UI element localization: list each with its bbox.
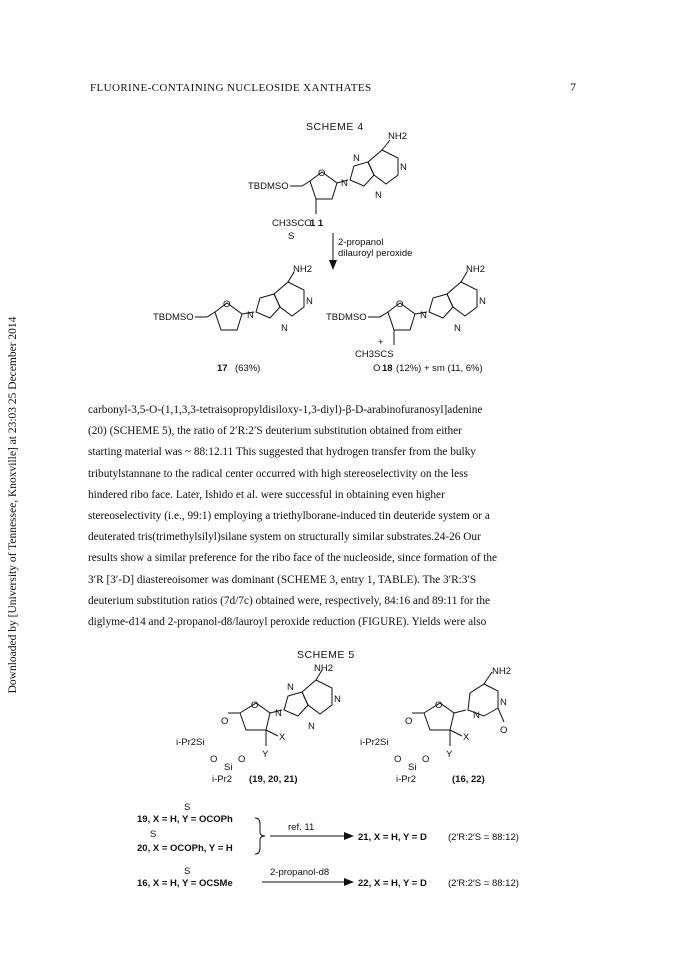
si-right: Si (408, 762, 417, 773)
ring-oxygen: O (318, 168, 326, 179)
plus-sign: + (378, 337, 384, 348)
n-left-9: N (275, 708, 282, 719)
xanthate-label: CH3SCO (272, 218, 312, 229)
s-mark-row3: S (184, 866, 191, 877)
label-16-22: (16, 22) (452, 774, 485, 785)
compound-18-number: 18 (382, 363, 393, 374)
ipr2-right: i-Pr2 (396, 774, 417, 785)
n-left-7: N (287, 682, 294, 693)
compound-19-20-21-structure (176, 663, 341, 785)
n9: N (341, 178, 348, 189)
label-19-20-21: (19, 20, 21) (249, 774, 298, 785)
n3: N (375, 190, 382, 201)
text-line: (20) (SCHEME 5), the ratio of 2′R:2′S deuterium substitution obtained from either (88, 425, 462, 438)
n1-18: N (479, 296, 486, 307)
running-header: FLUORINE-CONTAINING NUCLEOSIDE XANTHATES (90, 82, 372, 94)
s-mark-row1: S (184, 802, 191, 813)
tbdmso-label-17: TBDMSO (153, 312, 194, 323)
compound-11-number: 1 1 (310, 218, 324, 229)
n7: N (353, 153, 360, 164)
row1-ratio: (2′R:2′S = 88:12) (448, 832, 519, 843)
row1-start: 19, X = H, Y = OCOPh (137, 814, 233, 825)
carbonyl-o-right: O (500, 725, 508, 736)
ipr2si-left: i-Pr2Si (176, 737, 205, 748)
o-si-left: O (238, 754, 246, 765)
thione-s: S (288, 231, 295, 242)
n9-17: N (247, 310, 254, 321)
o-3-left: O (210, 754, 218, 765)
n1: N (400, 162, 407, 173)
y-right: Y (446, 749, 453, 760)
compound-17-yield: (63%) (235, 363, 261, 374)
n-left-3: N (308, 721, 315, 732)
si-left: Si (224, 762, 233, 773)
row3-start: 16, X = H, Y = OCSMe (137, 878, 233, 889)
o-5-right: O (405, 716, 413, 727)
page-number: 7 (570, 80, 576, 94)
row2-start: 20, X = OCOPh, Y = H (137, 843, 233, 854)
nh2-label-18: NH2 (466, 264, 486, 275)
xanthate-label-18: CH3SCS (355, 349, 394, 360)
reagent-dilauroyl-peroxide: dilauroyl peroxide (338, 248, 413, 259)
scheme4-title: SCHEME 4 (306, 121, 364, 133)
row3-ratio: (2′R:2′S = 88:12) (448, 878, 519, 889)
compound-16-22-structure (360, 666, 511, 785)
text-line: deuterated tris(trimethylsilyl)silane system on structurally similar substrates.24-26 Our (88, 531, 481, 544)
o-si-right: O (422, 754, 430, 765)
ring-oxygen-17: O (223, 299, 231, 310)
row1-product: 21, X = H, Y = D (358, 832, 427, 843)
o-5-left: O (221, 716, 229, 727)
y-left: Y (262, 749, 269, 760)
text-line: results show a similar preference for the ribo face of the nucleoside, since formation of the (88, 552, 498, 565)
ring-oxygen-18: O (396, 299, 404, 310)
text-line: tributylstannane to the radical center occurred with high stereoselectivity on the less (88, 467, 468, 480)
o-3-right: O (394, 754, 402, 765)
text-line: 3′R [3′-D] diastereoisomer was dominant (SCHEME 3, entry 1, TABLE). The 3′R:3′S (88, 573, 477, 586)
nh2-left: NH2 (314, 663, 334, 674)
ipr2si-right: i-Pr2Si (360, 737, 389, 748)
nh2-label-17: NH2 (293, 264, 313, 275)
reagent-2-propanol-d8: 2-propanol-d8 (270, 867, 330, 878)
download-watermark-text: Downloaded by [University of Tennessee, Knoxville] at 23:03 25 December 2014 (7, 316, 19, 694)
reagent-2-propanol: 2-propanol (338, 237, 384, 248)
n3-17: N (281, 323, 288, 334)
scheme5-title: SCHEME 5 (297, 649, 355, 661)
text-line: hindered ribo face. Later, Ishido et al. were successful in obtaining even higher (88, 488, 445, 501)
n-right-1: N (473, 710, 480, 721)
text-line: stereoselectivity (i.e., 99:1) employing a triethylborane-induced tin deuteride system or a (88, 510, 490, 523)
ring-o-left: O (251, 700, 259, 711)
text-line: carbonyl-3,5-O-(1,1,3,3-tetraisopropyldisiloxy-1,3-diyl)-β-D-arabinofuranosyl]adenine (88, 404, 483, 416)
ref-11: ref. 11 (288, 822, 315, 833)
text-line: diglyme-d14 and 2-propanol-d8/lauroyl peroxide reduction (FIGURE). Yields were also (88, 616, 487, 629)
ipr2-left: i-Pr2 (212, 774, 233, 785)
x-right: X (463, 732, 470, 743)
n1-17: N (306, 296, 313, 307)
compound-17-number: 17 (217, 363, 228, 374)
nh2-label: NH2 (388, 131, 408, 142)
n-right-3: N (500, 697, 507, 708)
row3-product: 22, X = H, Y = D (358, 878, 427, 889)
compound-18-yield: (12%) + sm (11, 6%) (396, 363, 483, 374)
tbdmso-label: TBDMSO (248, 181, 289, 192)
text-line: deuterium substitution ratios (7d/7c) obtained were, respectively, 84:16 and 89:11 for the (88, 594, 490, 607)
s-mark-row2: S (150, 829, 157, 840)
n3-18: N (454, 323, 461, 334)
x-left: X (279, 732, 286, 743)
tbdmso-label-18: TBDMSO (326, 312, 367, 323)
nh2-right: NH2 (492, 666, 512, 677)
n9-18: N (420, 310, 427, 321)
n-left-1: N (334, 694, 341, 705)
ring-o-right: O (435, 700, 443, 711)
thione-o-18: O (373, 363, 381, 374)
text-line: starting material was ~ 88:12.11 This suggested that hydrogen transfer from the bulky (88, 446, 476, 459)
